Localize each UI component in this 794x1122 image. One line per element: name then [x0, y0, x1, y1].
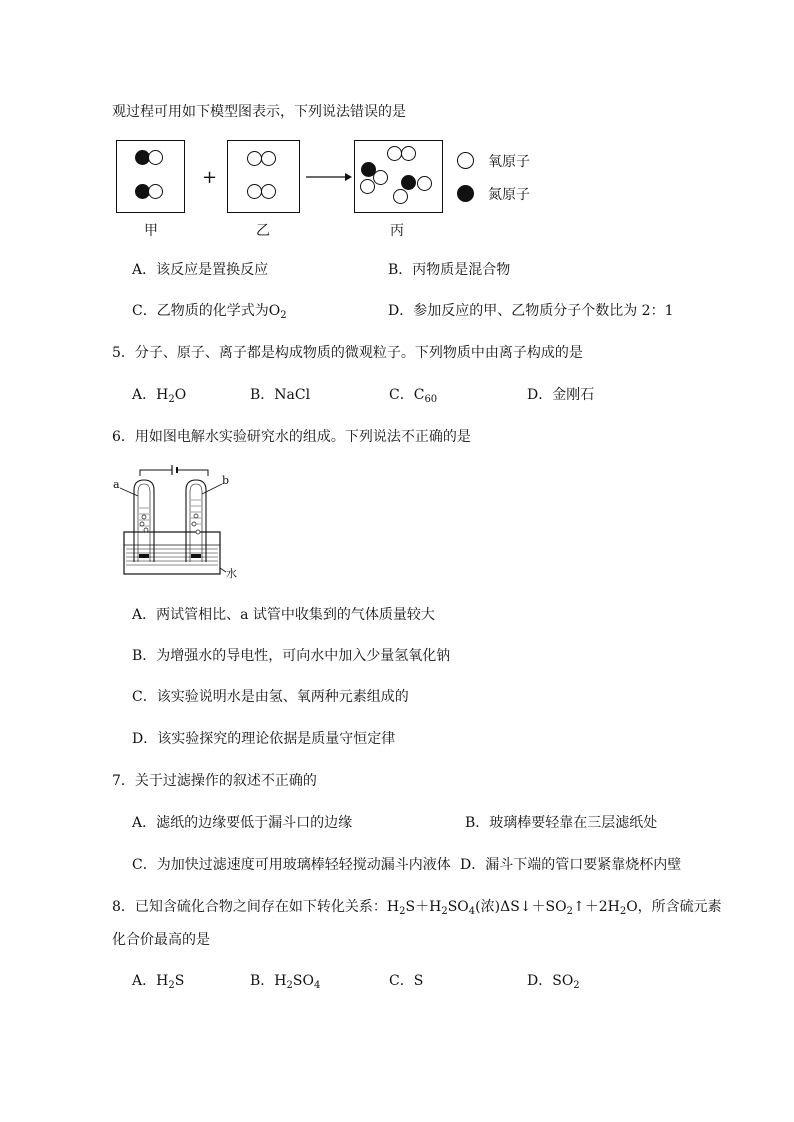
- q6-option-a: A．两试管相比、a 试管中收集到的气体质量较大: [132, 607, 435, 623]
- q8-option-d: [527, 970, 580, 991]
- legend-nitrogen-icon: [457, 185, 474, 202]
- eq-part: S＋H: [405, 899, 442, 915]
- q8-option-b-sub: 4: [313, 980, 321, 991]
- q4-option-d: D．参加反应的甲、乙物质分子个数比为 2：1: [388, 303, 674, 319]
- oxygen-atom: [261, 184, 276, 199]
- label-bing: 丙: [390, 223, 404, 239]
- oxygen-atom: [148, 184, 163, 199]
- q6-option-b: B．为增强水的导电性，可向水中加入少量氢氧化钠: [132, 648, 451, 664]
- plus-sign: +: [202, 167, 218, 188]
- q5-option-c: [389, 384, 437, 405]
- q5-option-c-text: C．C: [389, 387, 425, 403]
- q5-option-a-suffix: O: [174, 387, 187, 403]
- oxygen-atom: [393, 189, 408, 204]
- eq-delta: Δ: [500, 899, 511, 915]
- q8-option-b-sub: 2: [286, 980, 293, 991]
- tube-a-label: a: [113, 478, 120, 491]
- q8-stem-text: 8．已知含硫化合物之间存在如下转化关系：: [112, 899, 387, 915]
- eq-part: H: [386, 899, 400, 915]
- eq-sub: 2: [441, 906, 448, 917]
- q6-stem: 6．用如图电解水实验研究水的组成。下列说法不正确的是: [112, 429, 471, 445]
- eq-part: (浓): [475, 899, 501, 915]
- q6-option-d: D．该实验探究的理论依据是质量守恒定律: [132, 731, 396, 747]
- q4-option-c: [132, 300, 287, 321]
- tube-b-label: b: [222, 474, 230, 487]
- q7-option-d: D．漏斗下端的管口要紧靠烧杯内壁: [460, 857, 682, 873]
- eq-sub: 2: [399, 906, 406, 917]
- reaction-arrow-icon: [305, 171, 353, 183]
- eq-sub: 2: [566, 906, 573, 917]
- q5-option-a-text: A．H: [132, 387, 169, 403]
- q8-option-d-text: D．SO: [527, 973, 574, 989]
- oxygen-atom: [148, 150, 163, 165]
- oxygen-atom: [417, 176, 432, 191]
- q8-option-a-suffix: S: [174, 973, 185, 989]
- q5-option-a: [132, 384, 186, 405]
- q7-option-b: B．玻璃棒要轻靠在三层滤纸处: [465, 815, 658, 831]
- electrolysis-apparatus-figure: [108, 462, 238, 580]
- q6-option-c: C．该实验说明水是由氢、氧两种元素组成的: [132, 689, 409, 705]
- q5-option-a-sub: 2: [168, 394, 175, 405]
- oxygen-atom: [360, 179, 375, 194]
- box-bing: [354, 140, 443, 213]
- q4-option-c-text: C．乙物质的化学式为O: [132, 303, 281, 319]
- q8-option-b: [250, 970, 320, 991]
- q4-option-a: A．该反应是置换反应: [132, 262, 269, 278]
- q4-stem: 观过程可用如下模型图表示，下列说法错误的是: [112, 104, 406, 120]
- water-label: 水: [226, 567, 237, 580]
- q8-stem: [112, 896, 722, 917]
- q4-option-b: B．丙物质是混合物: [388, 262, 511, 278]
- q8-option-b-text: B．H: [250, 973, 287, 989]
- q4-option-c-sub: 2: [280, 310, 287, 321]
- nitrogen-atom: [401, 175, 416, 190]
- q8-option-d-sub: 2: [573, 980, 580, 991]
- legend-oxygen-label: 氧原子: [488, 154, 530, 170]
- eq-part: ↑＋2H: [572, 899, 620, 915]
- oxygen-atom: [247, 151, 262, 166]
- q8-option-c: C．S: [389, 973, 424, 989]
- q8-option-a: [132, 970, 184, 991]
- eq-sub: 2: [619, 906, 627, 917]
- oxygen-atom: [373, 170, 388, 185]
- q7-option-a: A．滤纸的边缘要低于漏斗口的边缘: [132, 815, 353, 831]
- label-jia: 甲: [144, 223, 158, 239]
- q8-option-b-mid: SO: [292, 973, 314, 989]
- oxygen-atom: [387, 146, 402, 161]
- oxygen-atom: [261, 151, 276, 166]
- q7-option-c: C．为加快过滤速度可用玻璃棒轻轻搅动漏斗内液体: [132, 857, 451, 873]
- q7-stem: 7．关于过滤操作的叙述不正确的: [112, 773, 317, 789]
- q5-option-d: D．金刚石: [527, 387, 595, 403]
- label-yi: 乙: [256, 223, 270, 239]
- q8-option-a-sub: 2: [168, 980, 175, 991]
- eq-part: SO: [447, 899, 469, 915]
- q5-stem: 5．分子、原子、离子都是构成物质的微观粒子。下列物质中由离子构成的是: [112, 345, 583, 361]
- q5-option-c-sub: 60: [424, 394, 438, 405]
- legend-oxygen-icon: [457, 152, 474, 169]
- box-yi: [227, 140, 300, 213]
- legend-nitrogen-label: 氮原子: [488, 187, 530, 203]
- eq-sub: 4: [468, 906, 476, 917]
- q8-option-a-text: A．H: [132, 973, 169, 989]
- oxygen-atom: [401, 146, 416, 161]
- q5-option-b: B．NaCl: [250, 387, 311, 403]
- eq-part: O，所含硫元素: [626, 899, 722, 915]
- oxygen-atom: [247, 184, 262, 199]
- eq-part: S↓＋SO: [510, 899, 567, 915]
- q8-stem-line2: 化合价最高的是: [112, 932, 210, 948]
- box-jia: [116, 140, 185, 213]
